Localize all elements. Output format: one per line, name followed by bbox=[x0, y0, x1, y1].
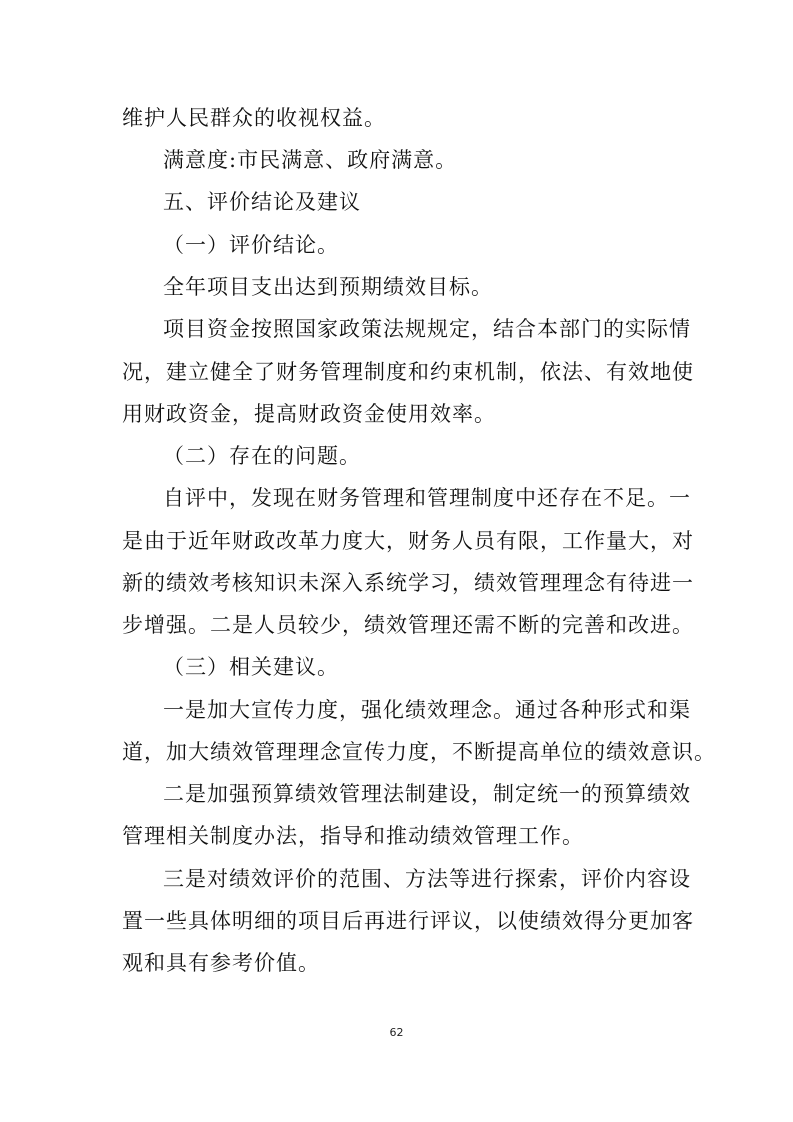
text-line: 一是加大宣传力度，强化绩效理念。通过各种形式和渠 bbox=[163, 698, 691, 722]
subsection-heading: （三）相关建议。 bbox=[163, 655, 339, 679]
text-line: 维护人民群众的收视权益。 bbox=[122, 106, 386, 130]
text-line: 是由于近年财政改革力度大，财务人员有限，工作量大，对 bbox=[122, 529, 694, 553]
subsection-heading: （一）评价结论。 bbox=[163, 233, 339, 257]
text-line: 二是加强预算绩效管理法制建设，制定统一的预算绩效 bbox=[163, 782, 691, 806]
text-line: 全年项目支出达到预期绩效目标。 bbox=[163, 275, 493, 299]
text-line: 步增强。二是人员较少，绩效管理还需不断的完善和改进。 bbox=[122, 613, 694, 637]
text-line: 项目资金按照国家政策法规规定，结合本部门的实际情 bbox=[163, 317, 691, 341]
text-line: 自评中，发现在财务管理和管理制度中还存在不足。一 bbox=[163, 486, 691, 510]
text-line: 管理相关制度办法，指导和推动绩效管理工作。 bbox=[122, 824, 584, 848]
text-line: 满意度:市民满意、政府满意。 bbox=[163, 148, 458, 172]
text-line: 置一些具体明细的项目后再进行评议，以使绩效得分更加客 bbox=[122, 909, 694, 933]
text-line: 道，加大绩效管理理念宣传力度，不断提高单位的绩效意识。 bbox=[122, 740, 716, 764]
text-line: 三是对绩效评价的范围、方法等进行探索，评价内容设 bbox=[163, 867, 691, 891]
text-line: 况，建立健全了财务管理制度和约束机制，依法、有效地使 bbox=[122, 360, 694, 384]
text-line: 用财政资金，提高财政资金使用效率。 bbox=[122, 402, 496, 426]
subsection-heading: （二）存在的问题。 bbox=[163, 444, 361, 468]
text-line: 新的绩效考核知识未深入系统学习，绩效管理理念有待进一 bbox=[122, 571, 694, 595]
page-number: 62 bbox=[389, 1026, 404, 1039]
text-line: 观和具有参考价值。 bbox=[122, 951, 320, 975]
section-heading: 五、评价结论及建议 bbox=[163, 190, 361, 214]
